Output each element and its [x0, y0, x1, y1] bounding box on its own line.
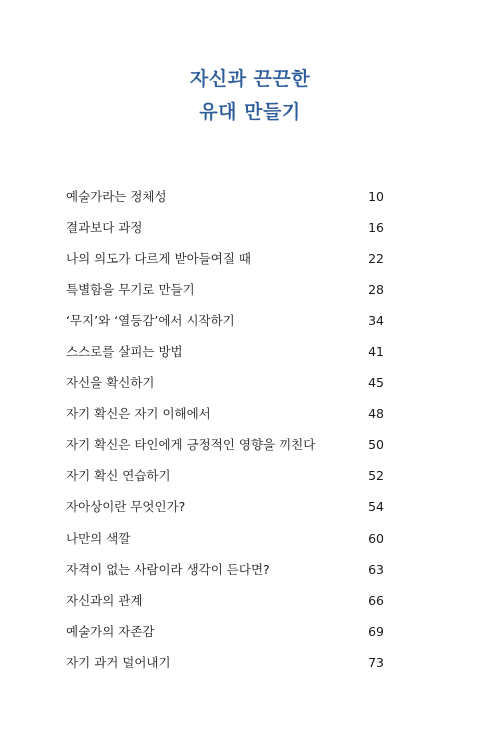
toc-entry[interactable] [66, 212, 384, 243]
toc-entry[interactable] [66, 305, 384, 336]
toc-entry-page-number: 50 [368, 437, 384, 453]
chapter-title-line-1: 자신과 끈끈한 [189, 68, 311, 90]
toc-entry-page-number: 54 [368, 499, 384, 515]
toc-entry[interactable] [66, 336, 384, 367]
toc-entry-title: 자기 확신은 타인에게 긍정적인 영향을 끼친다 [66, 437, 316, 453]
toc-entry-page-number: 28 [368, 281, 384, 297]
toc-entry[interactable] [66, 399, 384, 430]
toc-entry[interactable] [66, 274, 384, 305]
toc-entry[interactable] [66, 647, 384, 678]
toc-entry-title: 자기 과거 덜어내기 [66, 654, 171, 670]
toc-entry-page-number: 69 [368, 623, 384, 639]
toc-entry-title: 특별함을 무기로 만들기 [66, 281, 195, 297]
toc-entry-title: ‘무지’와 ‘열등감’에서 시작하기 [66, 312, 235, 328]
toc-entry-page-number: 16 [368, 219, 384, 235]
chapter-title-line-2: 유대 만들기 [199, 101, 301, 123]
toc-entry-title: 자기 확신 연습하기 [66, 468, 171, 484]
toc-entry-title: 스스로를 살피는 방법 [66, 344, 183, 360]
toc-entry-page-number: 66 [368, 592, 384, 608]
toc-entry-page-number: 73 [368, 654, 384, 670]
toc-entry[interactable] [66, 523, 384, 554]
toc-entry-title: 자신을 확신하기 [66, 375, 155, 391]
table-of-contents [66, 181, 384, 679]
toc-entry-title: 예술가라는 정체성 [66, 188, 167, 204]
toc-entry[interactable] [66, 616, 384, 647]
toc-entry[interactable] [66, 243, 384, 274]
toc-entry-title: 자신과의 관계 [66, 592, 143, 608]
toc-entry-title: 나의 의도가 다르게 받아들여질 때 [66, 250, 251, 266]
toc-entry-page-number: 63 [368, 561, 384, 577]
toc-entry-title: 자격이 없는 사람이라 생각이 든다면? [66, 561, 270, 577]
toc-entry-page-number: 45 [368, 375, 384, 391]
toc-entry-page-number: 41 [368, 344, 384, 360]
toc-entry[interactable] [66, 554, 384, 585]
toc-entry-page-number: 10 [368, 188, 384, 204]
toc-entry-page-number: 60 [368, 530, 384, 546]
toc-entry[interactable] [66, 430, 384, 461]
toc-entry[interactable] [66, 461, 384, 492]
toc-entry-page-number: 22 [368, 250, 384, 266]
toc-entry-title: 자아상이란 무엇인가? [66, 499, 186, 515]
toc-entry-page-number: 48 [368, 406, 384, 422]
toc-entry[interactable] [66, 368, 384, 399]
toc-entry[interactable] [66, 492, 384, 523]
toc-entry-title: 나만의 색깔 [66, 530, 131, 546]
toc-entry-page-number: 34 [368, 312, 384, 328]
toc-entry-title: 결과보다 과정 [66, 219, 143, 235]
toc-entry-title: 예술가의 자존감 [66, 623, 155, 639]
toc-entry[interactable] [66, 181, 384, 212]
toc-entry[interactable] [66, 585, 384, 616]
toc-entry-title: 자기 확신은 자기 이해에서 [66, 406, 211, 422]
toc-entry-page-number: 52 [368, 468, 384, 484]
